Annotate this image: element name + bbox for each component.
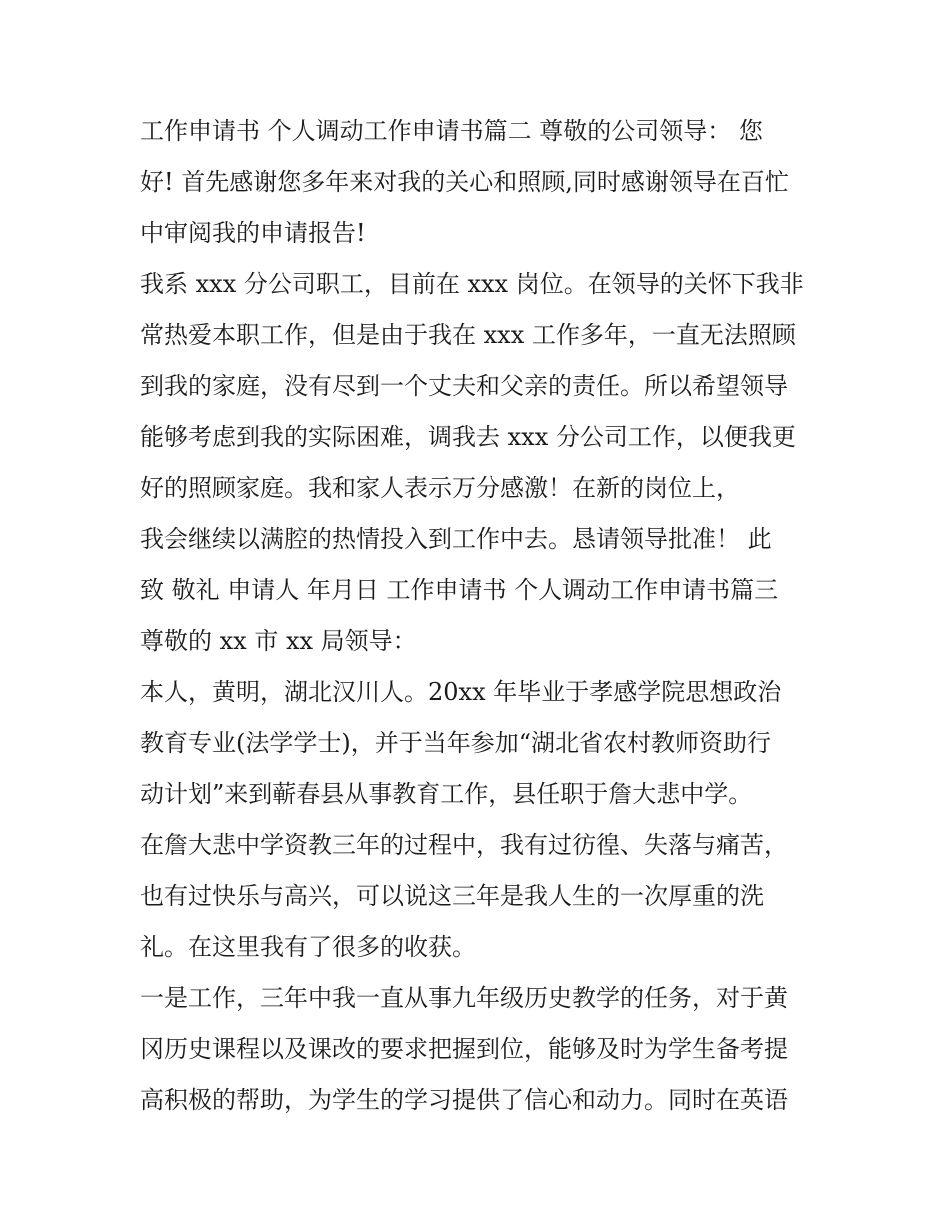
text-line: 礼。在这里我有了很多的收获。 bbox=[140, 933, 476, 961]
text-line: 本人，黄明，湖北汉川人。20xx 年毕业于孝感学院思想政治 bbox=[140, 678, 782, 706]
text-line: 高积极的帮助，为学生的学习提供了信心和动力。同时在英语 bbox=[140, 1086, 788, 1114]
text-line: 到我的家庭，没有尽到一个丈夫和父亲的责任。所以希望领导 bbox=[140, 372, 788, 400]
text-line: 教育专业(法学学士)，并于当年参加“湖北省农村教师资助行 bbox=[140, 729, 771, 757]
text-line: 常热爱本职工作，但是由于我在 xxx 工作多年，一直无法照顾 bbox=[140, 321, 796, 349]
text-line: 我系 xxx 分公司职工，目前在 xxx 岗位。在领导的关怀下我非 bbox=[140, 270, 804, 298]
text-line: 动计划”来到蕲春县从事教育工作，县任职于詹大悲中学。 bbox=[140, 780, 753, 808]
text-line: 一是工作，三年中我一直从事九年级历史教学的任务，对于黄 bbox=[140, 984, 788, 1012]
text-line: 冈历史课程以及课改的要求把握到位，能够及时为学生备考提 bbox=[140, 1035, 788, 1063]
text-line: 好的照顾家庭。我和家人表示万分感激！在新的岗位上， bbox=[140, 474, 740, 502]
document-body bbox=[140, 106, 820, 1126]
text-line: 我会继续以满腔的热情投入到工作中去。恳请领导批准！ 此 bbox=[140, 525, 772, 553]
text-line: 尊敬的 xx 市 xx 局领导： bbox=[140, 627, 417, 655]
text-line: 好! 首先感谢您多年来对我的关心和照顾,同时感谢领导在百忙 bbox=[140, 168, 789, 196]
text-line: 在詹大悲中学资教三年的过程中，我有过彷徨、失落与痛苦， bbox=[140, 831, 788, 859]
text-line: 能够考虑到我的实际困难，调我去 xxx 分公司工作，以便我更 bbox=[140, 423, 796, 451]
text-line: 工作申请书 个人调动工作申请书篇二 尊敬的公司领导： 您 bbox=[140, 117, 763, 145]
text-line: 致 敬礼 申请人 年月日 工作申请书 个人调动工作申请书篇三 bbox=[140, 576, 779, 604]
text-line: 也有过快乐与高兴，可以说这三年是我人生的一次厚重的洗 bbox=[140, 882, 764, 910]
text-line: 中审阅我的申请报告! bbox=[140, 219, 366, 247]
